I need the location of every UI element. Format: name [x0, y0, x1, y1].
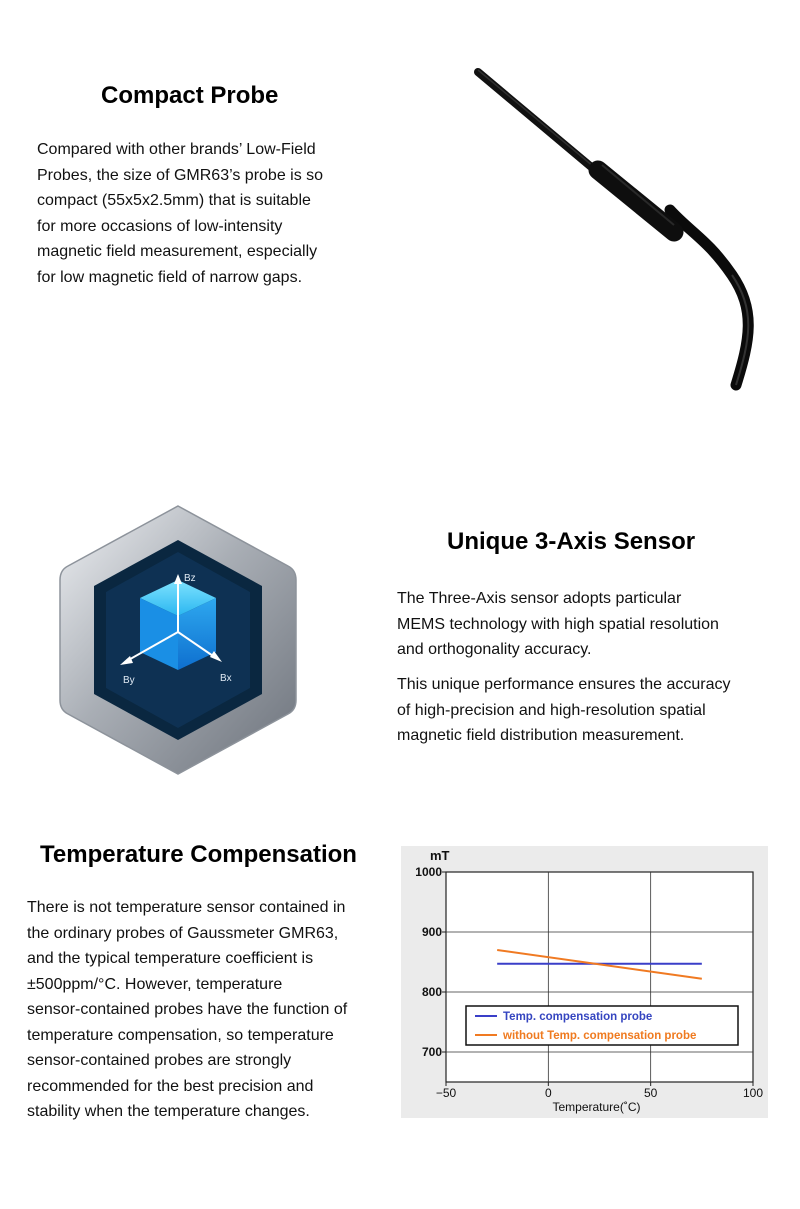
y-tick-label: 1000: [415, 865, 442, 879]
three-axis-sensor-icon: [50, 500, 306, 780]
text-line: magnetic field distribution measurement.: [397, 727, 685, 744]
text-line: compact (55x5x2.5mm) that is suitable: [37, 192, 311, 209]
y-tick-label: 900: [421, 925, 442, 939]
three-axis-sensor-description: [397, 586, 777, 663]
text-line: ±500ppm/°C. However, temperature: [27, 975, 283, 993]
three-axis-sensor-performance: [397, 672, 777, 749]
text-line: the ordinary probes of Gaussmeter GMR63,: [27, 924, 339, 942]
text-line: temperature compensation, so temperature: [27, 1026, 334, 1044]
text-line: and orthogonality accuracy.: [397, 641, 592, 658]
x-tick-label: 50: [643, 1086, 658, 1100]
text-line: for more occasions of low-intensity: [37, 217, 283, 235]
text-line: of high-precision and high-resolution spatial: [397, 701, 706, 719]
y-tick-label: 800: [421, 985, 442, 999]
compact-probe-description: [37, 137, 367, 290]
temperature-compensation-title: Temperature Compensation: [40, 841, 357, 868]
compact-probe-title: Compact Probe: [101, 82, 279, 109]
x-tick-label: 100: [742, 1086, 764, 1100]
three-axis-sensor-title: Unique 3-Axis Sensor: [447, 528, 696, 555]
plot-area: [446, 872, 753, 1082]
y-tick-label: 700: [421, 1045, 442, 1059]
x-tick-label: −50: [435, 1086, 457, 1100]
x-axis-label: Temperature(˚C): [552, 1100, 641, 1114]
text-line: for low magnetic field of narrow gaps.: [37, 268, 303, 286]
text-line: sensor-contained probes are strongly: [27, 1052, 292, 1069]
text-line: Probes, the size of GMR63’s probe is so: [37, 166, 324, 184]
text-line: The Three-Axis sensor adopts particular: [397, 590, 682, 607]
temperature-chart: [401, 846, 768, 1118]
text-line: and the typical temperature coefficient is: [27, 950, 314, 967]
text-line: MEMS technology with high spatial resolution: [397, 615, 719, 633]
legend-label: Temp. compensation probe: [503, 1011, 653, 1023]
text-line: magnetic field measurement, especially: [37, 243, 318, 260]
text-line: stability when the temperature changes.: [27, 1103, 310, 1120]
by-axis-label: By: [123, 675, 135, 686]
text-line: There is not temperature sensor contained in: [27, 899, 346, 916]
probe-image: [420, 60, 760, 400]
text-line: sensor-contained probes have the function of: [27, 1001, 348, 1018]
y-axis-label: mT: [430, 848, 450, 863]
text-line: recommended for the best precision and: [27, 1077, 314, 1095]
temperature-compensation-description: [27, 895, 387, 1125]
bz-axis-label: Bz: [184, 573, 196, 584]
text-line: Compared with other brands’ Low-Field: [37, 141, 316, 158]
text-line: This unique performance ensures the accuracy: [397, 676, 731, 693]
x-tick-label: 0: [544, 1086, 552, 1100]
bx-axis-label: Bx: [220, 673, 232, 684]
legend-label: without Temp. compensation probe: [503, 1030, 697, 1042]
